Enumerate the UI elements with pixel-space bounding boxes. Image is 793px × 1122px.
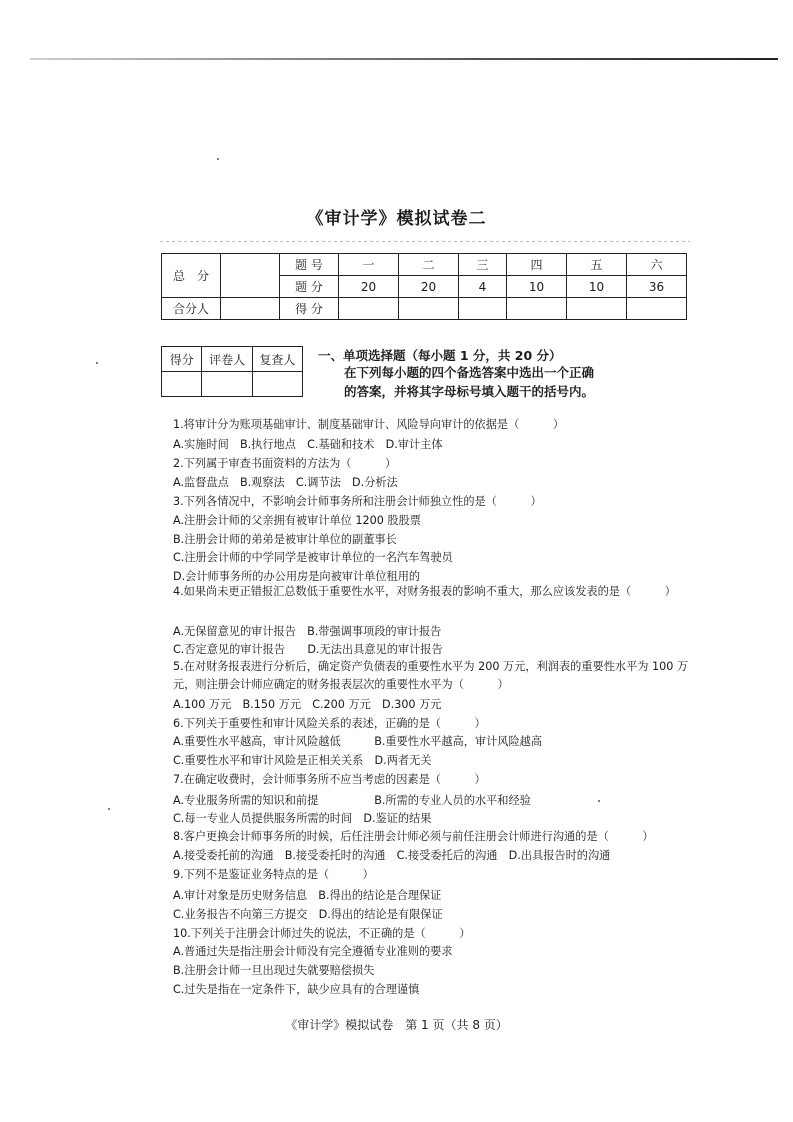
option-line: A.接受委托前的沟通 B.接受委托时的沟通 C.接受委托后的沟通 D.出具报告时的沟通 [173, 849, 611, 862]
total-value-cell [221, 254, 280, 298]
option-line: A.普通过失是指注册会计师没有完全遵循专业准则的要求 [173, 945, 453, 958]
scan-speck [217, 158, 219, 160]
got-label: 得 分 [280, 298, 339, 320]
grader-col-score: 得分 [162, 347, 202, 372]
option-line: A.专业服务所需的知识和前提 B.所需的专业人员的水平和经验 [173, 794, 531, 807]
option-line: A.监督盘点 B.观察法 C.调节法 D.分析法 [173, 476, 398, 489]
points-1: 20 [339, 276, 399, 298]
option-line: A.无保留意见的审计报告 B.带强调事项段的审计报告 [173, 625, 442, 638]
grader-empty-cell [202, 372, 252, 397]
option-line: C.业务报告不向第三方提交 D.得出的结论是有限保证 [173, 908, 443, 921]
got-cell-5 [566, 298, 626, 320]
question-line: 10.下列关于注册会计师过失的说法，不正确的是（ ） [173, 927, 471, 940]
grader-box [161, 346, 303, 397]
score-row-label: 题 分 [280, 276, 339, 298]
grader-col-grader: 评卷人 [202, 347, 252, 372]
option-line: C.过失是指在一定条件下，缺少应具有的合理谨慎 [173, 983, 420, 996]
question-line: 9.下列不是鉴证业务特点的是（ ） [173, 868, 374, 881]
got-cell-6 [626, 298, 686, 320]
page-title: 《审计学》模拟试卷二 [306, 209, 487, 229]
scan-speck [96, 362, 98, 364]
got-cell-2 [399, 298, 459, 320]
question-line: 2.下列属于审查书面资料的方法为（ ） [173, 457, 397, 470]
column-3: 三 [459, 254, 507, 276]
page-footer: 《审计学》模拟试卷 第 1 页（共 8 页） [285, 1018, 508, 1032]
option-line: A.重要性水平越高，审计风险越低 B.重要性水平越高，审计风险越高 [173, 735, 543, 748]
grader-col-reviewer: 复查人 [252, 347, 302, 372]
question-line: 1.将审计分为账项基础审计、制度基础审计、风险导向审计的依据是（ ） [173, 418, 565, 431]
question-line: 5.在对财务报表进行分析后，确定资产负债表的重要性水平为 200 万元，利润表的重要性水平为 100 万元，则注册会计师应确定的财务报表层次的重要性水平为（ ） [173, 660, 689, 691]
option-line: A.审计对象是历史财务信息 B.得出的结论是合理保证 [173, 889, 442, 902]
total-label: 总 分 [162, 254, 221, 298]
option-line: A.实施时间 B.执行地点 C.基础和技术 D.审计主体 [173, 438, 443, 451]
question-line: 7.在确定收费时，会计师事务所不应当考虑的因素是（ ） [173, 773, 486, 786]
title-underline [160, 241, 690, 242]
points-2: 20 [399, 276, 459, 298]
option-line: C.注册会计师的中学同学是被审计单位的一名汽车驾驶员 [173, 551, 453, 564]
column-4: 四 [506, 254, 566, 276]
option-line: B.注册会计师的弟弟是被审计单位的副董事长 [173, 533, 397, 546]
points-4: 10 [506, 276, 566, 298]
section-heading: 一、单项选择题（每小题 1 分，共 20 分） [318, 348, 562, 363]
scan-edge-line [30, 58, 778, 60]
question-line: 8.客户更换会计师事务所的时候，后任注册会计师必须与前任注册会计师进行沟通的是（ ） [173, 830, 654, 843]
option-line: D.会计师事务所的办公用房是向被审计单位租用的 [173, 570, 421, 583]
scan-speck [598, 800, 600, 802]
question-line: 6.下列关于重要性和审计风险关系的表述，正确的是（ ） [173, 717, 486, 730]
points-3: 4 [459, 276, 507, 298]
points-6: 36 [626, 276, 686, 298]
score-table [161, 253, 687, 320]
checker-cell [221, 298, 280, 320]
question-line: 3.下列各情况中，不影响会计师事务所和注册会计师独立性的是（ ） [173, 495, 542, 508]
option-line: C.重要性水平和审计风险是正相关关系 D.两者无关 [173, 754, 432, 767]
column-6: 六 [626, 254, 686, 276]
checker-label: 合分人 [162, 298, 221, 320]
header-label: 题 号 [280, 254, 339, 276]
grader-empty-cell [252, 372, 302, 397]
option-line: A.100 万元 B.150 万元 C.200 万元 D.300 万元 [173, 698, 442, 711]
grader-empty-cell [162, 372, 202, 397]
option-line: A.注册会计师的父亲拥有被审计单位 1200 股股票 [173, 514, 421, 527]
got-cell-3 [459, 298, 507, 320]
points-5: 10 [566, 276, 626, 298]
question-line: 4.如果尚未更正错报汇总数低于重要性水平，对财务报表的影响不重大，那么应该发表的是（ ） [173, 585, 676, 598]
column-2: 二 [399, 254, 459, 276]
option-line: C.否定意见的审计报告 D.无法出具意见的审计报告 [173, 643, 443, 656]
column-5: 五 [566, 254, 626, 276]
got-cell-1 [339, 298, 399, 320]
option-line: B.注册会计师一旦出现过失就要赔偿损失 [173, 964, 375, 977]
option-line: C.每一专业人员提供服务所需的时间 D.鉴证的结果 [173, 812, 432, 825]
section-description: 在下列每小题的四个备选答案中选出一个正确的答案，并将其字母标号填入题干的括号内。 [344, 365, 595, 399]
column-1: 一 [339, 254, 399, 276]
got-cell-4 [506, 298, 566, 320]
scan-speck [108, 808, 110, 810]
